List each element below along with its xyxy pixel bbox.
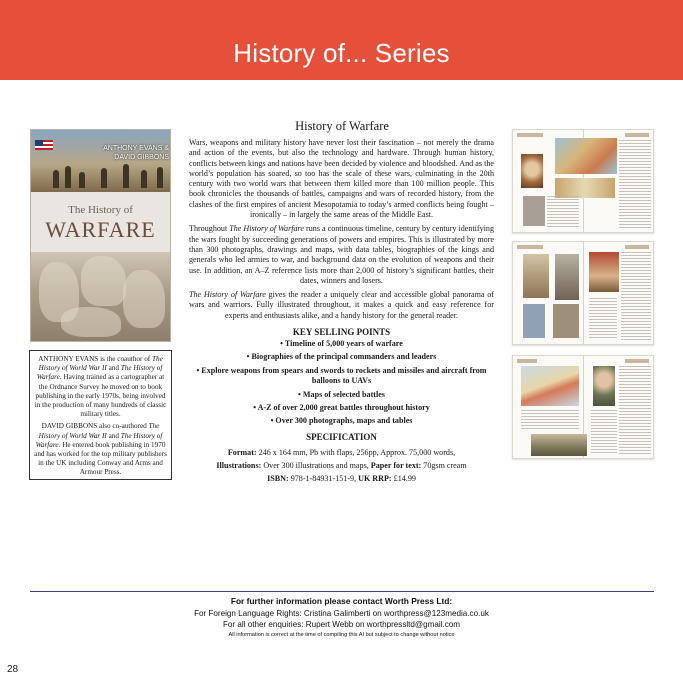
- page-number: 28: [7, 664, 19, 675]
- bio-david-gibbons: [34, 422, 167, 477]
- book-title-reference: The History of Warfare: [189, 290, 266, 300]
- spec-isbn-value: 978-1-84931-151-9,: [288, 474, 357, 483]
- page-title: History of... Series: [233, 38, 450, 68]
- book-title-reference: The History of Warfare: [229, 224, 304, 234]
- disclaimer-note: All information is correct at the time of compiling this AI but subject to change without notice: [228, 632, 455, 638]
- sample-spread-image: [512, 241, 654, 345]
- cover-authors: ANTHONY EVANS & DAVID GIBBONS: [103, 145, 169, 161]
- description-paragraph: [189, 224, 494, 286]
- text-segment: gives the reader a uniquely clear and accessible global panorama of wars and warriors. Fully illustrated throughout, it makes a quick and easy reference for experts and enthusiasts alike, and a handy history for the general reader.: [189, 290, 494, 320]
- text-segment: runs a continuous timeline, century by century identifying the wars fought by succeeding generations of powers and empires. This is illustrated by more than 300 photographs, drawings and maps, with data tables, biographies of the kings and generals who led armies to war, and background data on the evolution of weapons and their use. In addition, an A–Z reference lists more than 2,000 of history’s significant battles, their dates, winners and losers.: [189, 224, 494, 285]
- spec-paper-value: 70gsm cream: [421, 461, 467, 470]
- text-segment: Wars, weapons and military history have never lost their fascination – not merely the drama and action of the events, but also the technology and hardware. Through human history, conflicts between kings and nations have been decided by violence and bloodshed. And as the world’s population has soared, so too has the scale of these wars, culminating in the 20th century with two world wars that between them killed more than 100 million people. This book chronicles the thousands of battles, campaigns and wars of recorded history, from the clashes of the first empires of ancient Mesopotamia to today’s armed conflicts being fought – ironically – in largely the same areas of the Middle East.: [189, 138, 494, 220]
- text-segment: ANTHONY EVANS is the coauthor of: [38, 355, 152, 363]
- book-title-reference: The History of World War II: [38, 355, 163, 373]
- text-segment: Throughout: [189, 224, 230, 234]
- book-title: History of Warfare: [295, 119, 389, 133]
- contact-heading: For further information please contact Worth Press Ltd:: [230, 596, 453, 606]
- book-title-reference: The History of World War II: [38, 422, 160, 440]
- description-paragraph: [189, 138, 494, 220]
- description-paragraph: [189, 290, 494, 321]
- foreign-rights-contact: For Foreign Language Rights: Cristina Galimberti on worthpress@123media.co.uk: [194, 609, 489, 618]
- selling-point: • Biographies of the principal commanders and leaders: [246, 352, 437, 362]
- selling-point: • Timeline of 5,000 years of warfare: [280, 339, 403, 348]
- spec-isbn-label: ISBN:: [267, 474, 289, 483]
- sample-spread-image: [512, 355, 654, 459]
- header-banner: [0, 0, 683, 80]
- key-selling-points-list: [189, 339, 494, 430]
- spec-paper-label: Paper for text:: [368, 461, 422, 470]
- cover-main-title: WARFARE: [45, 217, 156, 242]
- author-bio-box: [29, 350, 172, 480]
- text-segment: and: [106, 431, 121, 440]
- specification-heading: SPECIFICATION: [306, 432, 377, 442]
- other-enquiries-contact: For all other enquiries: Rupert Webb on worthpressltd@gmail.com: [222, 620, 461, 629]
- spec-illustrations-value: Over 300 illustrations and maps,: [261, 461, 369, 470]
- cover-relief-artwork: [31, 252, 170, 342]
- text-segment: He entered book publishing in 1970 and has worked for the top military publishers in the UK including Conway and Arms and Armour Press.: [34, 440, 167, 477]
- selling-point: • A-Z of over 2,000 great battles throughout history: [253, 403, 430, 413]
- text-segment: Having trained as a cartographer at the Ordnance Survey he moved on to book publishing in the early 1970s, being involved in the production of many hundreds of classic military titles.: [34, 373, 167, 419]
- book-description: [189, 138, 494, 325]
- specification-details: [189, 446, 494, 485]
- footer-divider: [30, 591, 654, 592]
- sample-spread-image: [512, 129, 654, 233]
- flag-icon: [35, 140, 53, 150]
- selling-point: • Over 300 photographs, maps and tables: [270, 416, 413, 426]
- book-title-reference: The History of Warfare.: [36, 364, 163, 382]
- bio-anthony-evans: [34, 355, 167, 419]
- spec-illustrations-label: Illustrations:: [216, 461, 262, 470]
- spec-format-label: Format:: [227, 448, 257, 457]
- spec-isbn-line: [189, 472, 494, 485]
- cover-title-band: [31, 192, 170, 252]
- spec-rrp-label: UK RRP:: [356, 474, 392, 483]
- book-title-reference: The History of Warfare.: [35, 431, 163, 449]
- selling-point: • Maps of selected battles: [298, 389, 385, 399]
- spec-format-line: [189, 446, 494, 459]
- spec-format-value: 246 x 164 mm, Pb with flaps, 256pp, Approx. 75,000 words,: [256, 448, 456, 457]
- text-segment: DAVID GIBBONS also co-authored: [41, 422, 149, 431]
- selling-point: • Explore weapons from spears and swords to rockets and missiles and aircraft from balloons to UAVs: [196, 365, 487, 386]
- key-selling-points-heading: KEY SELLING POINTS: [292, 327, 391, 337]
- text-segment: and: [106, 364, 121, 373]
- cover-subtitle: The History of: [68, 204, 133, 216]
- spec-illustrations-line: [189, 459, 494, 472]
- book-cover-image: [30, 129, 171, 342]
- spec-rrp-value: £14.99: [391, 474, 416, 483]
